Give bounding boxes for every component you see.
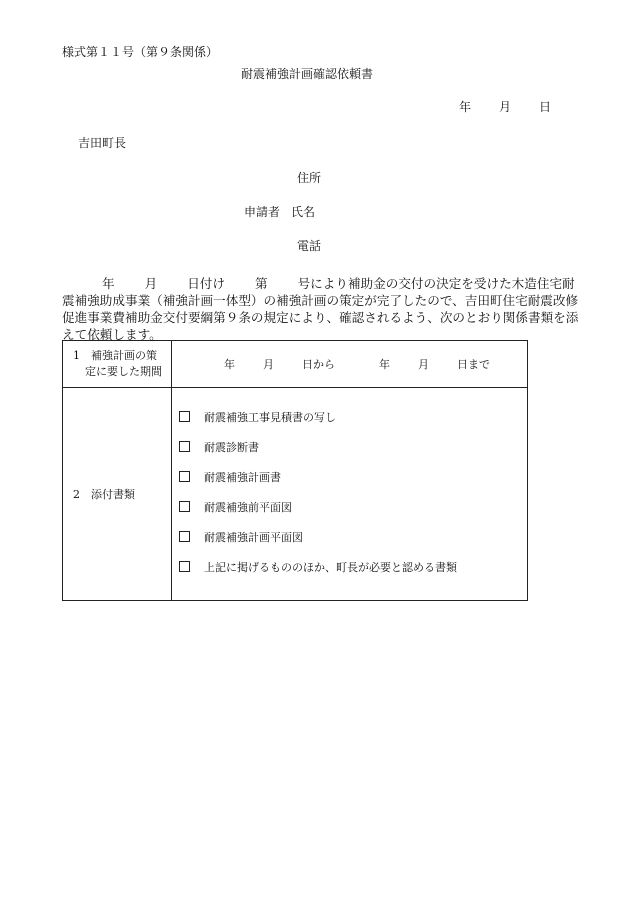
- date-year: 年: [459, 100, 472, 114]
- period-value-cell: [172, 341, 528, 388]
- list-item: [179, 559, 527, 589]
- attachment-label: 耐震補強工事見積書の写し: [204, 411, 336, 424]
- date-day: 日: [539, 100, 552, 114]
- list-item: [179, 529, 527, 559]
- checkbox[interactable]: [179, 501, 190, 512]
- body-month: 月: [144, 276, 158, 291]
- date-month: 月: [499, 100, 512, 114]
- list-item: [179, 469, 527, 499]
- document-title: 耐震補強計画確認依頼書: [241, 67, 374, 81]
- addressee: 吉田町長: [78, 136, 127, 150]
- checkbox[interactable]: [179, 561, 190, 572]
- list-item: [179, 409, 527, 439]
- address-label: 住所: [297, 171, 322, 185]
- attachment-label: 上記に掲げるもののほか、町長が必要と認める書類: [204, 561, 457, 574]
- table-row: [63, 341, 528, 388]
- checkbox[interactable]: [179, 471, 190, 482]
- list-item: [179, 439, 527, 469]
- to-month: 月: [418, 358, 429, 371]
- to-day: 日まで: [457, 358, 490, 371]
- period-label-line2: 定に要した期間: [85, 365, 162, 378]
- attachments-list-cell: [172, 388, 528, 601]
- attachment-label: 耐震補強計画書: [204, 471, 281, 484]
- period-label-cell: [63, 341, 172, 388]
- attachments-label: 2 添付書類: [73, 488, 135, 501]
- from-year: 年: [224, 358, 235, 371]
- body-year: 年: [102, 276, 115, 291]
- phone-label: 電話: [297, 239, 322, 253]
- body-main-text: 号により補助金の交付の決定を受けた木造住宅耐震補強助成事業（補強計画一体型）の補強計画の策定が完了したので、吉田町住宅耐震改修促進事業費補助金交付要綱第９条の規定により、確認されるよう、次のとおり関係書類を添えて依頼します。: [62, 276, 579, 342]
- body-paragraph: [62, 275, 582, 343]
- to-year: 年: [379, 358, 390, 371]
- checkbox[interactable]: [179, 441, 190, 452]
- period-label-line1: 1 補強計画の策: [73, 349, 157, 362]
- body-date-suffix: 日付け: [187, 276, 225, 291]
- from-day: 日から: [302, 358, 335, 371]
- form-number: 様式第１１号（第９条関係）: [62, 45, 219, 59]
- list-item: [179, 499, 527, 529]
- applicant-role: 申請者: [244, 205, 281, 219]
- attachment-label: 耐震補強前平面図: [204, 501, 292, 514]
- attachment-label: 耐震補強計画平面図: [204, 531, 303, 544]
- checkbox[interactable]: [179, 411, 190, 422]
- checkbox[interactable]: [179, 531, 190, 542]
- attachments-label-cell: [63, 388, 172, 601]
- from-month: 月: [263, 358, 274, 371]
- request-table: [62, 340, 528, 601]
- attachments-list: [172, 399, 527, 589]
- attachment-label: 耐震診断書: [204, 441, 259, 454]
- table-row: [63, 388, 528, 601]
- name-label: 氏名: [291, 205, 316, 219]
- applicant-name-line: [244, 205, 315, 219]
- date-line: [459, 100, 551, 114]
- body-number-prefix: 第: [254, 276, 268, 291]
